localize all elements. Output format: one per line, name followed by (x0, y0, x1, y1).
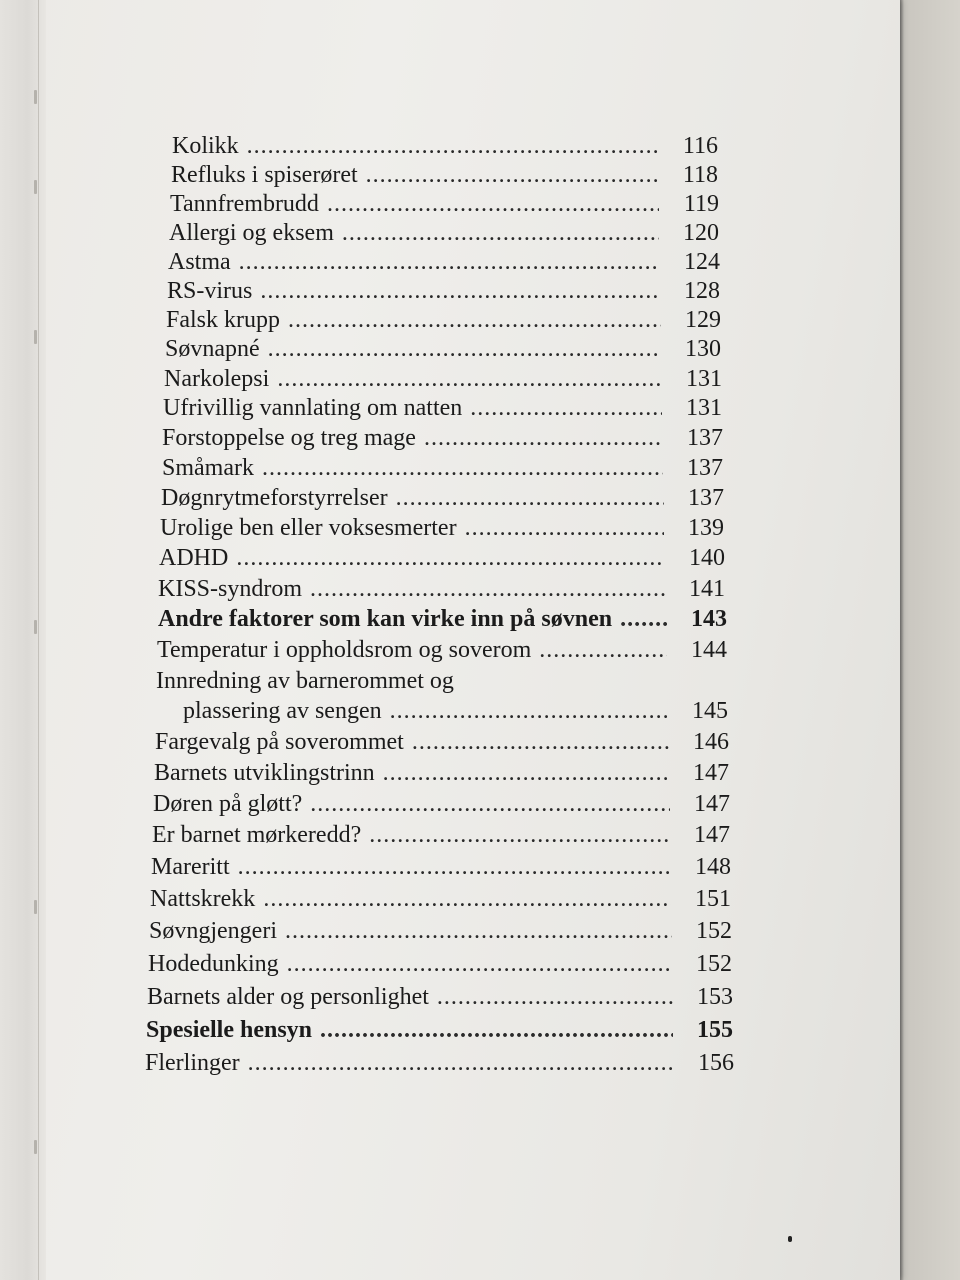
dot-leader (465, 514, 664, 542)
toc-entry (155, 728, 729, 756)
toc-page-number: 141 (689, 576, 725, 602)
toc-entry (150, 885, 731, 913)
toc-entry-title: Barnets utviklingstrinn (154, 760, 375, 786)
dot-leader (383, 759, 669, 787)
toc-entry-title: Falsk krupp (166, 307, 280, 333)
toc-entry (145, 1049, 734, 1077)
toc-page-number: 124 (684, 249, 720, 275)
toc-section-heading (146, 1016, 733, 1044)
toc-page-number: 140 (689, 545, 725, 571)
toc-entry-title: Barnets alder og personlighet (147, 984, 429, 1010)
book-cover-edge (890, 0, 960, 1280)
dot-leader (366, 161, 658, 189)
toc-page-number: 116 (682, 133, 718, 159)
dot-leader (248, 1049, 674, 1077)
toc-page-number: 146 (693, 729, 729, 755)
toc-page-number: 131 (686, 395, 722, 421)
toc-entry (169, 219, 719, 247)
toc-entry-title: Urolige ben eller voksesmerter (160, 515, 457, 541)
dot-leader (396, 484, 664, 512)
toc-entry-title: ADHD (159, 545, 229, 571)
toc-entry-title: Narkolepsi (164, 366, 270, 392)
toc-entry (162, 454, 723, 482)
dot-leader (320, 1016, 673, 1044)
dot-leader (437, 983, 673, 1011)
toc-page-number: 147 (693, 760, 729, 786)
toc-entry-title: Døgnrytmeforstyrrelser (161, 485, 388, 511)
toc-entry-title: Flerlinger (145, 1050, 240, 1076)
toc-entry-title: Astma (168, 249, 231, 275)
toc-entry-title: Tannfrembrudd (170, 191, 319, 217)
dot-leader (424, 424, 663, 452)
toc-entry (159, 544, 725, 572)
dot-leader (268, 335, 661, 363)
dot-leader (236, 544, 665, 572)
toc-page-number: 148 (695, 854, 731, 880)
toc-page-number: 155 (697, 1017, 733, 1043)
toc-page-number: 137 (688, 485, 724, 511)
toc-entry-title: Forstoppelse og treg mage (162, 425, 416, 451)
toc-entry (167, 277, 720, 305)
toc-entry (171, 161, 718, 189)
dot-leader (539, 636, 667, 664)
toc-entry (166, 306, 721, 334)
dot-leader (262, 454, 663, 482)
toc-entry-title: Fargevalg på soverommet (155, 729, 404, 755)
toc-page-number: 144 (691, 637, 727, 663)
dot-leader (247, 132, 658, 160)
toc-section-heading (158, 605, 727, 633)
dot-leader (390, 697, 668, 725)
dot-leader (412, 728, 669, 756)
toc-page-number: 152 (696, 918, 732, 944)
toc-entry-title: RS-virus (167, 278, 253, 304)
toc-entry (172, 132, 718, 160)
toc-page-number: 131 (686, 366, 722, 392)
toc-entry (147, 983, 733, 1011)
toc-entry-title: Innredning av barnerommet og (156, 668, 454, 694)
toc-entry (157, 636, 727, 664)
dot-leader (263, 885, 671, 913)
dot-leader (238, 853, 671, 881)
toc-page-number: 137 (687, 425, 723, 451)
toc-page-number: 137 (687, 455, 723, 481)
toc-entry (183, 697, 728, 725)
toc-entry-title: Mareritt (151, 854, 230, 880)
toc-page-number: 128 (684, 278, 720, 304)
dot-leader (342, 219, 659, 247)
toc-entry (160, 514, 724, 542)
toc-entry-title: Søvngjengeri (149, 918, 277, 944)
toc-entry-title: Hodedunking (148, 951, 279, 977)
toc-page-number: 143 (691, 606, 727, 632)
toc-entry (158, 575, 725, 603)
toc-entry (152, 821, 730, 849)
toc-entry (164, 365, 722, 393)
toc-page-number: 156 (698, 1050, 734, 1076)
toc-page-number: 152 (696, 951, 732, 977)
dot-leader (620, 605, 667, 633)
dot-leader (260, 277, 660, 305)
toc-entry (165, 335, 721, 363)
dot-leader (285, 917, 672, 945)
toc-entry (161, 484, 724, 512)
toc-entry-title: KISS-syndrom (158, 576, 303, 602)
toc-page-number: 153 (697, 984, 733, 1010)
dot-leader (369, 821, 670, 849)
toc-entry (162, 424, 723, 452)
dot-leader (470, 394, 662, 422)
dot-leader (287, 950, 672, 978)
toc-entry-title: Døren på gløtt? (153, 791, 303, 817)
toc-page-number: 130 (685, 336, 721, 362)
dot-leader (288, 306, 661, 334)
toc-entry-title: Spesielle hensyn (146, 1017, 313, 1043)
toc-page-number: 129 (685, 307, 721, 333)
toc-entry-title: Småmark (162, 455, 254, 481)
toc-entry (170, 190, 719, 218)
toc-entry-title: Allergi og eksem (169, 220, 334, 246)
dot-leader (310, 575, 665, 603)
toc-page-number: 147 (694, 822, 730, 848)
toc-entry-title: Ufrivillig vannlating om natten (163, 395, 463, 421)
toc-page-number: 119 (683, 191, 719, 217)
toc-entry-title: Er barnet mørkeredd? (152, 822, 362, 848)
toc-page-number: 118 (682, 162, 718, 188)
toc-entry (149, 917, 732, 945)
toc-page-number: 147 (694, 791, 730, 817)
toc-entry-title: Nattskrekk (150, 886, 256, 912)
toc-entry (153, 790, 730, 818)
toc-entry-title: plassering av sengen (183, 698, 382, 724)
toc-page-number: 120 (683, 220, 719, 246)
toc-entry (163, 394, 722, 422)
toc-entry (168, 248, 720, 276)
toc-entry-title: Søvnapné (165, 336, 260, 362)
toc-entry (154, 759, 729, 787)
toc-entry-title: Refluks i spiserøret (171, 162, 358, 188)
toc-entry-title: Temperatur i oppholdsrom og soverom (157, 637, 532, 663)
toc-page-number: 151 (695, 886, 731, 912)
toc-entry (151, 853, 731, 881)
toc-entry-title: Andre faktorer som kan virke inn på søvnen (158, 606, 613, 632)
dot-leader (277, 365, 662, 393)
toc-page-number: 139 (688, 515, 724, 541)
dot-leader (310, 790, 670, 818)
dot-leader (327, 190, 659, 218)
dot-leader (239, 248, 660, 276)
toc-page-number: 145 (692, 698, 728, 724)
dust-speck (788, 1236, 792, 1242)
toc-entry (148, 950, 732, 978)
toc-entry-title: Kolikk (172, 133, 239, 159)
